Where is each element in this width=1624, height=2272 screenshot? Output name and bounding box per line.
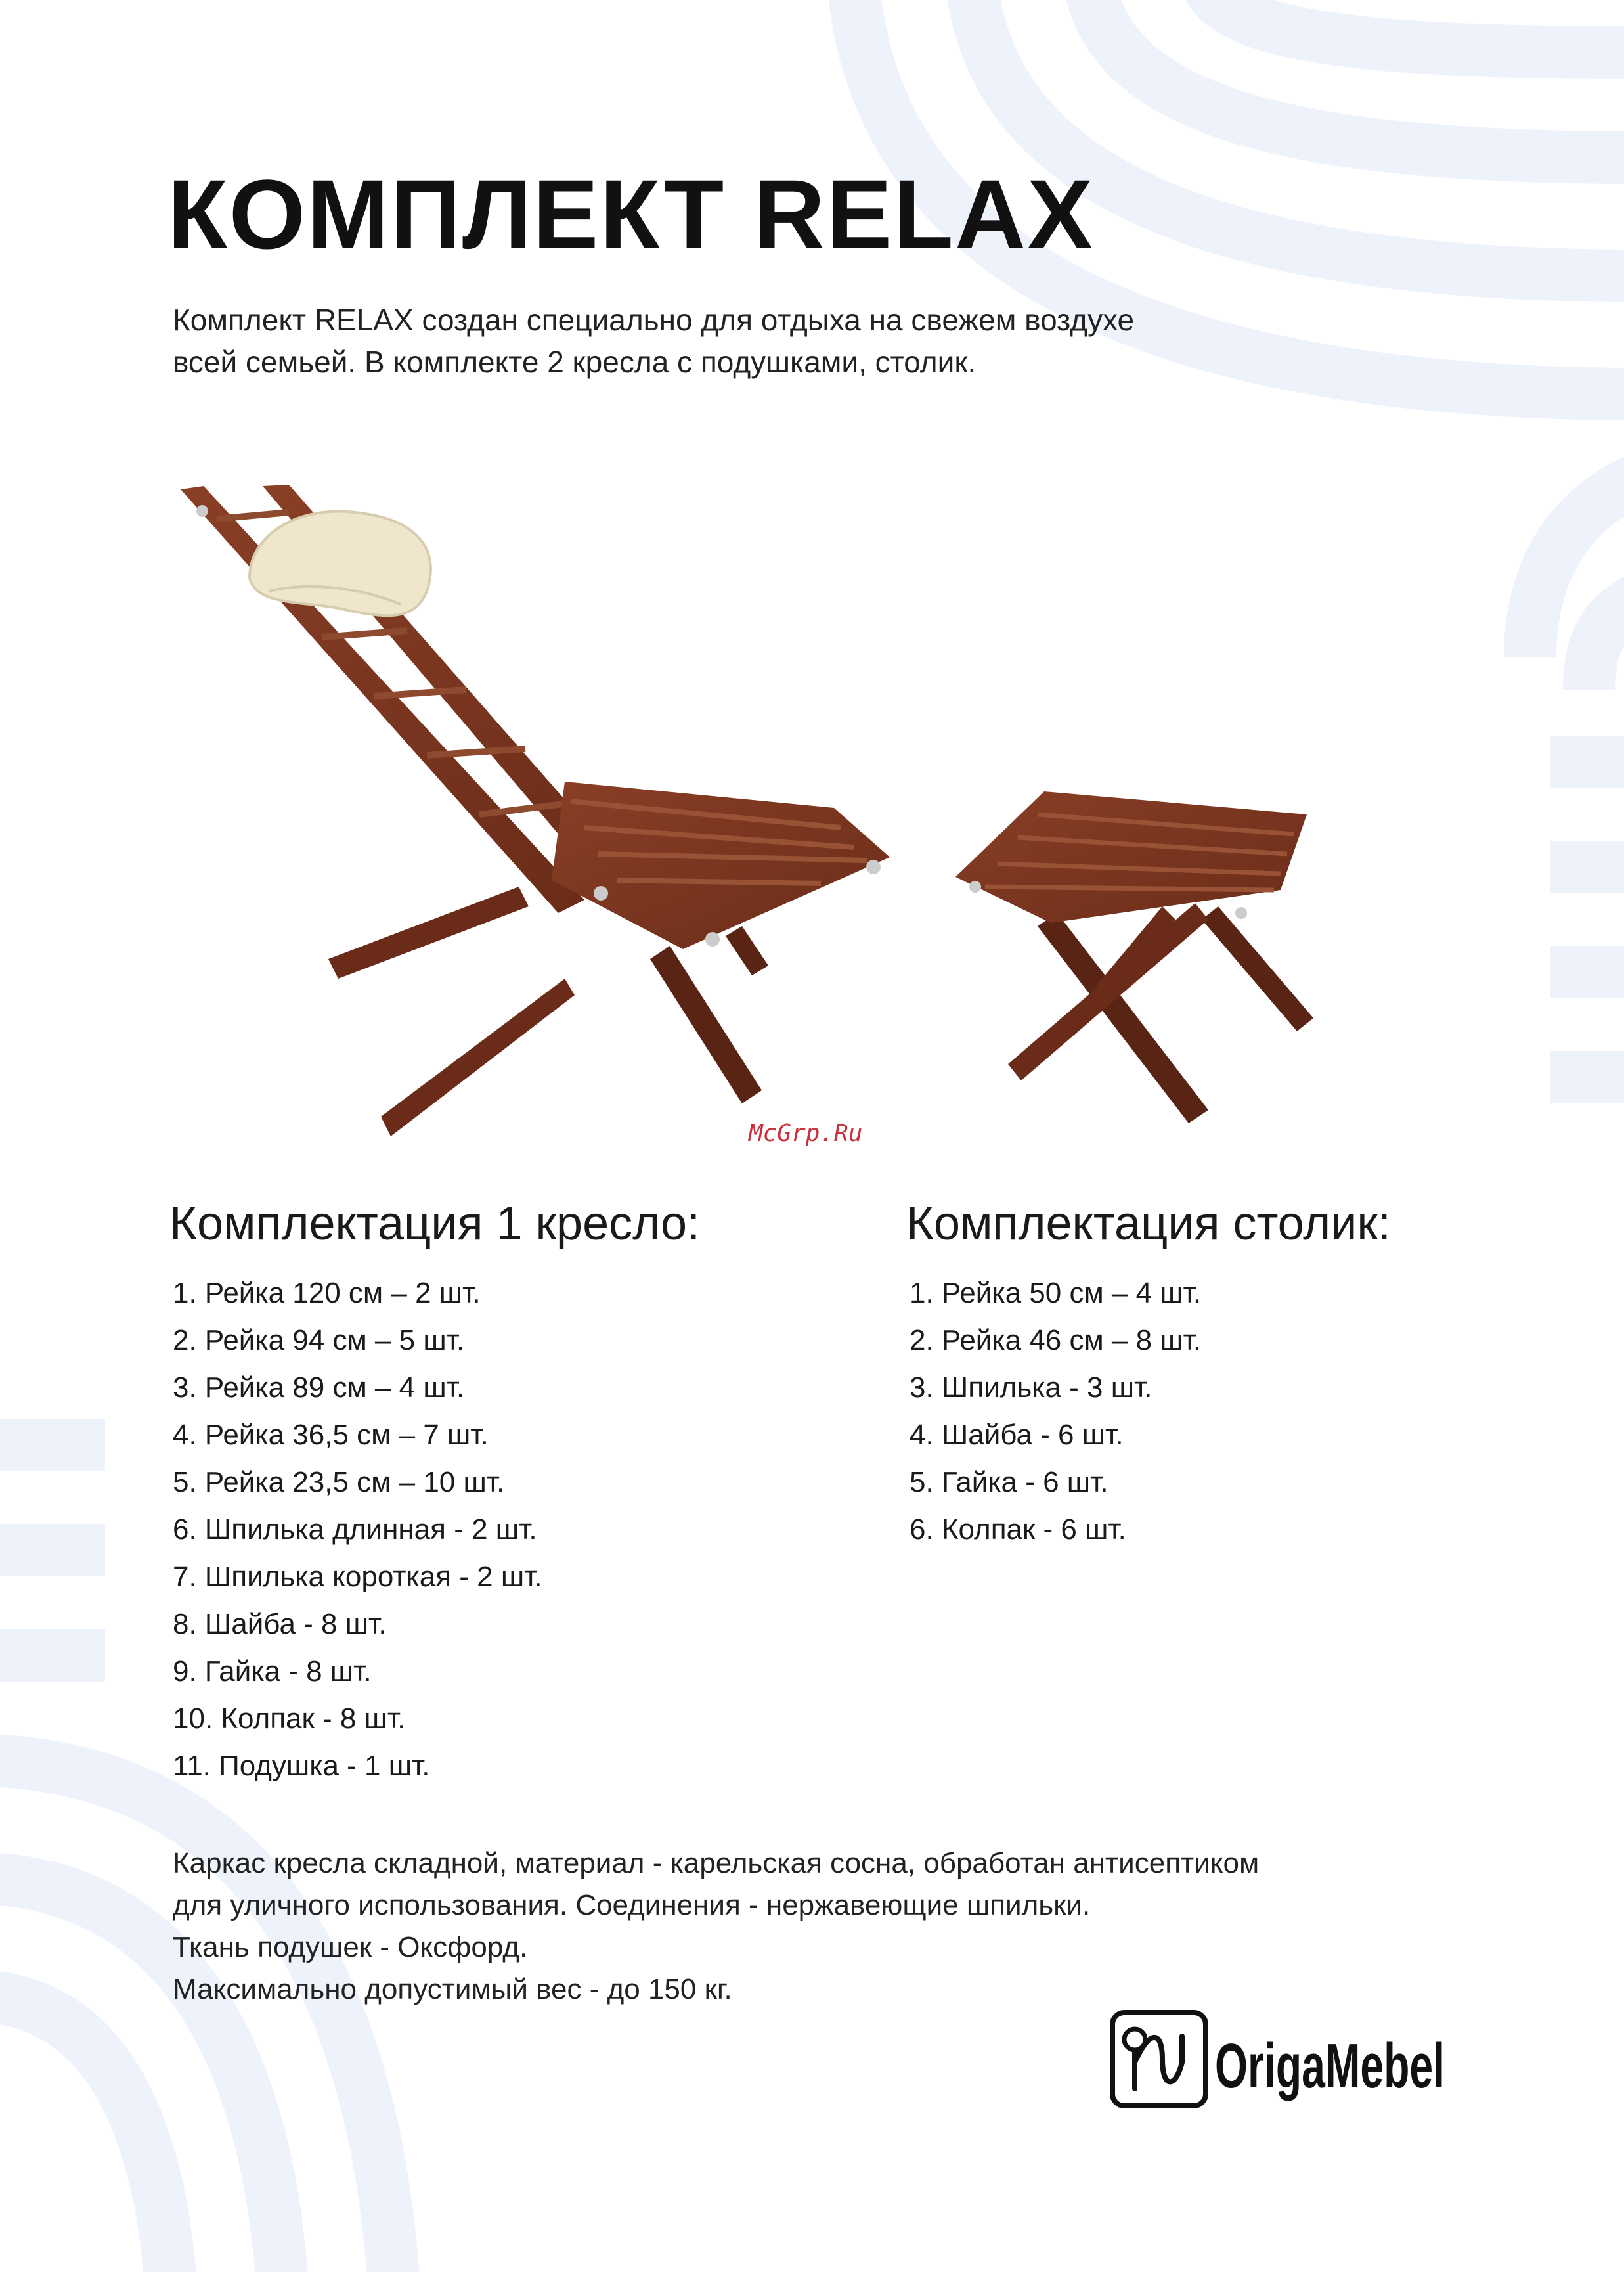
watermark: McGrp.Ru bbox=[749, 1120, 863, 1147]
list-item: 2. Рейка 46 см – 8 шт. bbox=[910, 1324, 1202, 1356]
brand-name: OrigaMebel bbox=[1215, 2031, 1445, 2101]
list-item: 6. Колпак - 6 шт. bbox=[910, 1513, 1126, 1546]
list-item: 5. Гайка - 6 шт. bbox=[910, 1466, 1108, 1498]
description-line: для уличного использования. Соединения - нержавеющие шпильки. bbox=[173, 1889, 1091, 1921]
chair-illustration bbox=[181, 485, 890, 1136]
page-title: КОМПЛЕКТ RELAX bbox=[167, 159, 1095, 269]
description-line: Каркас кресла складной, материал - карельская сосна, обработан антисептиком bbox=[173, 1847, 1260, 1879]
list-item: 2. Рейка 94 см – 5 шт. bbox=[173, 1324, 465, 1356]
chair-kit-title: Комплектация 1 кресло: bbox=[169, 1197, 700, 1250]
list-item: 6. Шпилька длинная - 2 шт. bbox=[173, 1513, 537, 1546]
list-item: 9. Гайка - 8 шт. bbox=[173, 1655, 372, 1687]
list-item: 3. Рейка 89 см – 4 шт. bbox=[173, 1371, 465, 1404]
description-text bbox=[173, 1842, 1259, 2011]
list-item: 7. Шпилька короткая - 2 шт. bbox=[173, 1561, 542, 1593]
list-item: 4. Рейка 36,5 см – 7 шт. bbox=[173, 1419, 489, 1451]
description-line: Ткань подушек - Оксфорд. bbox=[173, 1931, 528, 1963]
list-item: 4. Шайба - 6 шт. bbox=[910, 1419, 1124, 1451]
list-item: 3. Шпилька - 3 шт. bbox=[910, 1371, 1152, 1404]
list-item: 1. Рейка 120 см – 2 шт. bbox=[173, 1277, 481, 1309]
intro-text bbox=[173, 299, 1289, 383]
product-photo bbox=[164, 460, 1346, 1149]
list-item: 1. Рейка 50 см – 4 шт. bbox=[910, 1277, 1202, 1309]
list-item: 10. Колпак - 8 шт. bbox=[173, 1703, 406, 1735]
description-line: Максимально допустимый вес - до 150 кг. bbox=[173, 1973, 732, 2005]
list-item: 11. Подушка - 1 шт. bbox=[173, 1750, 430, 1782]
intro-line: Комплект RELAX создан специально для отдыха на свежем воздухе bbox=[173, 303, 1135, 337]
table-illustration bbox=[955, 791, 1313, 1123]
brand-logo bbox=[1110, 2010, 1451, 2108]
table-kit-title: Комплектация столик: bbox=[906, 1197, 1391, 1250]
table-kit-list bbox=[910, 1270, 1201, 1553]
list-item: 5. Рейка 23,5 см – 10 шт. bbox=[173, 1466, 505, 1498]
chair-kit-list bbox=[173, 1270, 542, 1790]
list-item: 8. Шайба - 8 шт. bbox=[173, 1608, 387, 1640]
intro-line: всей семьей. В комплекте 2 кресла с подушками, столик. bbox=[173, 345, 977, 379]
